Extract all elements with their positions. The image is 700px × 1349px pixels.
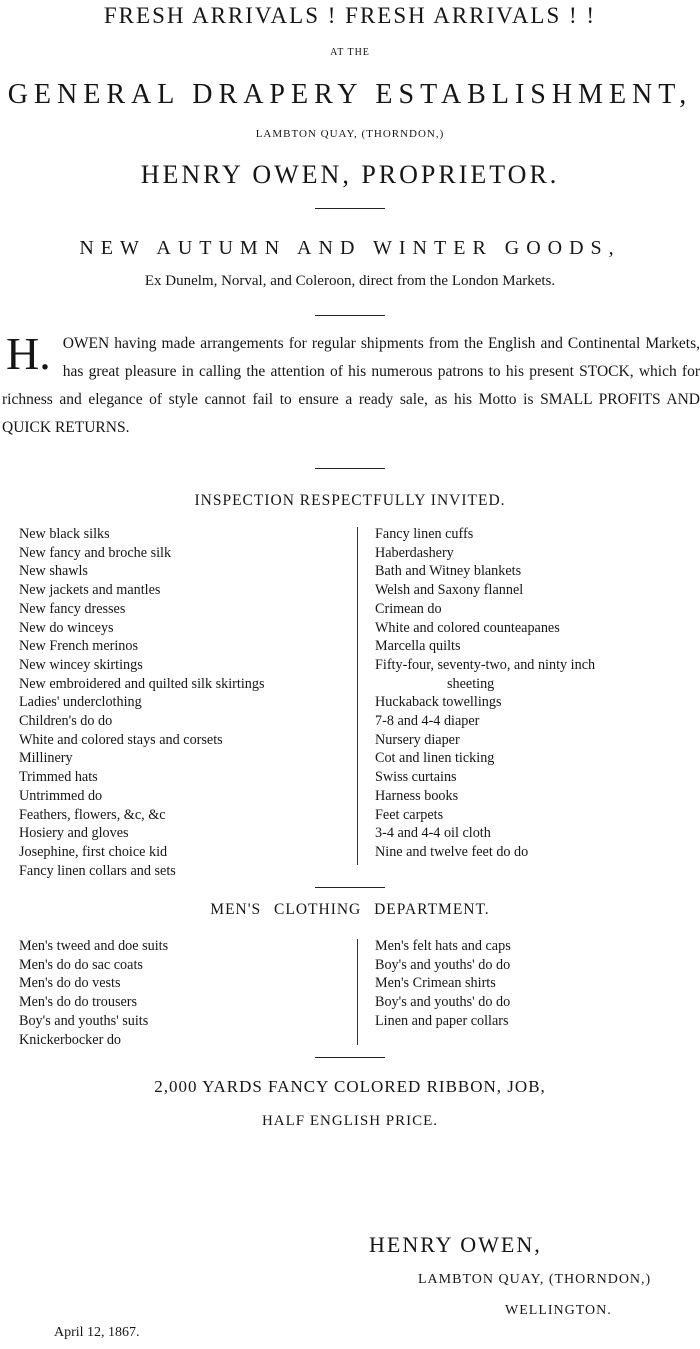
list-item: White and colored stays and corsets xyxy=(19,731,223,748)
list-item: New embroidered and quilted silk skirtings xyxy=(19,675,265,692)
list-item: White and colored counteapanes xyxy=(375,619,560,636)
dropcap: H. xyxy=(6,328,51,379)
divider-rule xyxy=(315,208,385,209)
notice-block xyxy=(0,330,700,442)
shipping-line: Ex Dunelm, Norval, and Coleroon, direct from the London Markets. xyxy=(144,273,556,289)
inspection-left-column xyxy=(19,525,264,880)
mens-list xyxy=(0,937,700,1053)
list-item: 7-8 and 4-4 diaper xyxy=(375,713,480,730)
list-item: Crimean do xyxy=(375,600,442,617)
mens-right-column xyxy=(375,937,511,1031)
list-item: Haberdashery xyxy=(375,544,454,561)
inspection-right-column xyxy=(375,525,595,862)
list-item: Men's do do trousers xyxy=(19,994,138,1011)
divider-rule xyxy=(315,315,385,316)
list-item: Ladies' underclothing xyxy=(19,694,142,711)
list-item: New fancy dresses xyxy=(19,600,126,617)
list-item: Men's tweed and doe suits xyxy=(19,938,169,954)
list-item: Boy's and youths' suits xyxy=(19,1012,149,1029)
divider-rule xyxy=(315,468,385,469)
list-item: Knickerbocker do xyxy=(19,1031,122,1048)
establishment-title: GENERAL DRAPERY ESTABLISHMENT, xyxy=(7,79,693,110)
list-item: New jackets and mantles xyxy=(19,582,161,599)
list-item: Men's Crimean shirts xyxy=(375,975,496,992)
divider-rule xyxy=(315,887,385,888)
list-item: Nursery diaper xyxy=(375,731,460,748)
date-line: April 12, 1867. xyxy=(54,1325,140,1340)
notice-paragraph xyxy=(0,330,700,442)
list-item: New black silks xyxy=(19,526,110,542)
column-divider xyxy=(357,939,358,1045)
list-item: New French merinos xyxy=(19,638,138,655)
advertisement-page xyxy=(0,2,700,1349)
list-item: Fancy linen cuffs xyxy=(375,526,474,542)
inspection-title: INSPECTION RESPECTFULLY INVITED. xyxy=(194,492,506,509)
signature-name: HENRY OWEN, xyxy=(369,1232,542,1257)
list-item: Bath and Witney blankets xyxy=(375,563,522,580)
list-item: Harness books xyxy=(375,787,459,804)
list-item: Marcella quilts xyxy=(375,638,461,655)
list-item: New fancy and broche silk xyxy=(19,544,172,561)
divider-rule xyxy=(315,1057,385,1058)
list-item: Fifty-four, seventy-two, and ninty inch xyxy=(375,656,596,673)
mens-left-column xyxy=(19,937,168,1049)
list-item: Men's do do vests xyxy=(19,975,121,992)
list-item: Untrimmed do xyxy=(19,787,103,804)
column-divider xyxy=(357,527,358,865)
list-item: Cot and linen ticking xyxy=(375,750,495,767)
list-item: Fancy linen collars and sets xyxy=(19,862,176,879)
list-item: Millinery xyxy=(19,750,73,767)
list-item: Men's felt hats and caps xyxy=(375,938,511,954)
signature-city: WELLINGTON. xyxy=(505,1303,612,1318)
list-item: Swiss curtains xyxy=(375,769,457,786)
list-item: 3-4 and 4-4 oil cloth xyxy=(375,825,491,842)
list-item: Children's do do xyxy=(19,713,113,730)
signature-address: LAMBTON QUAY, (THORNDON,) xyxy=(418,1272,652,1287)
list-item: Josephine, first choice kid xyxy=(19,843,168,860)
ribbon-offer: 2,000 YARDS FANCY COLORED RIBBON, JOB, xyxy=(154,1077,546,1096)
list-item: New shawls xyxy=(19,563,88,580)
goods-title: NEW AUTUMN AND WINTER GOODS, xyxy=(79,237,621,259)
inspection-list xyxy=(0,525,700,877)
address-line: LAMBTON QUAY, (THORNDON,) xyxy=(255,128,445,140)
list-item: New wincey skirtings xyxy=(19,656,143,673)
list-item: Hosiery and gloves xyxy=(19,825,129,842)
list-item: sheeting xyxy=(447,675,495,692)
list-item: Huckaback towellings xyxy=(375,694,502,711)
list-item: Feet carpets xyxy=(375,806,444,823)
list-item: Feathers, flowers, &c, &c xyxy=(19,806,166,823)
list-item: Boy's and youths' do do xyxy=(375,956,511,973)
notice-text: OWEN having made arrangements for regular shipments from the English and Continental Markets, has great pleasure in calling the attention of his numerous patrons to his present STOCK, which for richness and elegance of style cannot fail to ensure a ready sale, as his Motto is SMALL PROFITS AND QUICK RETURNS. xyxy=(2,335,700,436)
list-item: Boy's and youths' do do xyxy=(375,994,511,1011)
proprietor-title: HENRY OWEN, PROPRIETOR. xyxy=(140,160,560,189)
list-item: Welsh and Saxony flannel xyxy=(375,582,524,599)
at-the-label: AT THE xyxy=(330,47,370,58)
list-item: Nine and twelve feet do do xyxy=(375,843,529,860)
list-item: New do winceys xyxy=(19,619,114,636)
list-item: Trimmed hats xyxy=(19,769,98,786)
headline: FRESH ARRIVALS ! FRESH ARRIVALS ! ! xyxy=(103,3,597,28)
list-item: Men's do do sac coats xyxy=(19,956,143,973)
list-item: Linen and paper collars xyxy=(375,1012,509,1029)
mens-title: MEN'S CLOTHING DEPARTMENT. xyxy=(210,901,490,918)
ribbon-price: HALF ENGLISH PRICE. xyxy=(261,1113,439,1129)
